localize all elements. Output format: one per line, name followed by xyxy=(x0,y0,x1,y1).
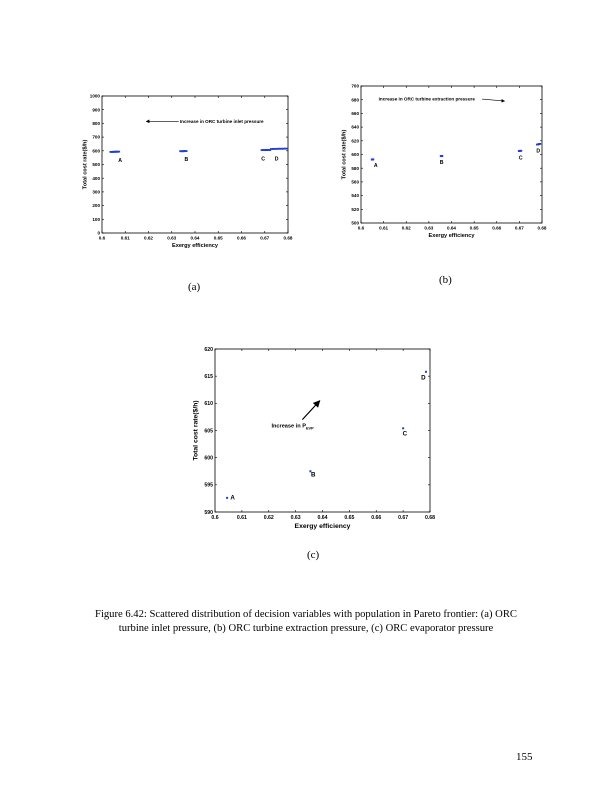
point-label-c: C xyxy=(402,430,408,438)
y-tick-label: 520 xyxy=(351,206,359,212)
annotation-text: Increase in ORC turbine extraction pressure xyxy=(378,96,475,102)
data-point-d xyxy=(284,148,288,150)
y-tick-label: 560 xyxy=(351,179,359,185)
caption-line-2: turbine inlet pressure, (b) ORC turbine extraction pressure, (c) ORC evaporator pressure xyxy=(118,622,494,634)
data-point-b xyxy=(440,155,443,157)
x-tick-label: 0.62 xyxy=(263,515,274,522)
x-tick-label: 0.63 xyxy=(167,235,177,241)
annotation-text: Increase in ORC turbine inlet pressure xyxy=(179,118,264,124)
point-label-d: D xyxy=(536,148,541,155)
chart-panel-b xyxy=(330,80,555,245)
y-tick-label: 590 xyxy=(204,509,213,516)
y-tick-label: 605 xyxy=(204,428,213,435)
y-tick-label: 640 xyxy=(351,124,359,130)
x-tick-label: 0.67 xyxy=(260,235,270,241)
y-tick-label: 660 xyxy=(351,111,359,117)
plot-frame xyxy=(215,349,430,512)
x-axis-label: Exergy efficiency xyxy=(428,233,475,240)
y-tick-label: 0 xyxy=(97,230,100,236)
y-tick-label: 300 xyxy=(92,189,100,195)
x-tick-label: 0.64 xyxy=(190,235,200,241)
x-axis-label: Exergy efficiency xyxy=(171,243,219,250)
x-tick-label: 0.62 xyxy=(144,235,153,241)
subfigure-label-b: (b) xyxy=(439,274,452,286)
y-tick-label: 600 xyxy=(204,455,213,462)
annotation-text: Increase in $P_{EVP}$ xyxy=(271,423,314,431)
y-tick-label: 615 xyxy=(204,373,213,380)
x-tick-label: 0.67 xyxy=(514,225,524,231)
x-tick-label: 0.61 xyxy=(379,225,389,231)
y-tick-label: 700 xyxy=(351,83,359,89)
caption-line-1: Figure 6.42: Scattered distribution of decision variables with population in Pareto frontier: (a) ORC xyxy=(95,609,517,620)
y-tick-label: 700 xyxy=(92,134,100,140)
x-tick-label: 0.65 xyxy=(469,225,479,231)
point-label-a: A xyxy=(373,162,378,169)
x-tick-label: 0.65 xyxy=(344,515,355,522)
x-tick-label: 0.63 xyxy=(424,225,434,231)
y-tick-label: 800 xyxy=(92,121,100,127)
y-tick-label: 620 xyxy=(204,346,213,353)
chart-panel-c xyxy=(185,340,445,538)
data-point-c xyxy=(519,150,522,152)
y-tick-label: 500 xyxy=(92,162,100,168)
x-tick-label: 0.65 xyxy=(213,235,223,241)
page-number: 155 xyxy=(516,751,533,763)
y-axis-label: Total cost rate($/h) xyxy=(192,400,200,461)
data-point-b xyxy=(184,150,188,152)
y-tick-label: 600 xyxy=(351,152,359,158)
chart-a-svg xyxy=(80,88,300,258)
annotation-subscript: EVP xyxy=(305,425,314,431)
y-axis-label: Total cost rate($/h) xyxy=(82,139,89,190)
x-tick-label: 0.61 xyxy=(236,515,247,522)
y-axis-label: Total cost rate($/h) xyxy=(341,129,348,180)
data-point-a xyxy=(371,158,374,160)
y-tick-label: 100 xyxy=(92,216,100,222)
x-axis-label: Exergy efficiency xyxy=(294,523,351,530)
point-label-a: A xyxy=(118,157,123,164)
data-point-c xyxy=(402,427,404,429)
data-point-a xyxy=(116,151,120,153)
chart-b-svg xyxy=(330,80,555,245)
chart-panel-a xyxy=(80,88,300,258)
y-tick-label: 540 xyxy=(351,193,359,199)
point-label-d: D xyxy=(274,156,279,163)
x-tick-label: 0.66 xyxy=(371,515,382,522)
subfigure-label-c: (c) xyxy=(307,549,320,561)
y-tick-label: 580 xyxy=(351,165,359,171)
y-tick-label: 595 xyxy=(204,482,213,489)
point-label-b: B xyxy=(310,471,316,479)
x-tick-label: 0.68 xyxy=(537,225,547,231)
point-label-d: D xyxy=(421,374,426,382)
point-label-c: C xyxy=(518,155,523,162)
y-tick-label: 200 xyxy=(92,203,100,209)
x-tick-label: 0.6 xyxy=(211,515,219,522)
figure-caption xyxy=(78,608,534,635)
y-tick-label: 900 xyxy=(92,107,100,113)
x-tick-label: 0.63 xyxy=(290,515,301,522)
point-label-c: C xyxy=(261,156,266,163)
x-tick-label: 0.67 xyxy=(398,515,409,522)
plot-frame xyxy=(102,96,288,233)
data-point-d xyxy=(538,143,541,145)
data-point-a xyxy=(226,497,228,499)
plot-frame xyxy=(361,86,542,223)
x-tick-label: 0.6 xyxy=(357,225,365,231)
chart-c-svg xyxy=(185,340,445,538)
x-tick-label: 0.64 xyxy=(317,515,328,522)
x-tick-label: 0.66 xyxy=(237,235,246,241)
point-label-a: A xyxy=(230,494,235,502)
point-label-b: B xyxy=(184,157,189,164)
y-tick-label: 600 xyxy=(92,148,100,154)
subfigure-label-a: (a) xyxy=(188,281,201,293)
x-tick-label: 0.66 xyxy=(492,225,502,231)
y-tick-label: 1000 xyxy=(89,93,100,99)
y-tick-label: 400 xyxy=(92,175,100,181)
x-tick-label: 0.64 xyxy=(447,225,456,231)
y-tick-label: 610 xyxy=(204,401,213,408)
y-tick-label: 620 xyxy=(351,138,359,144)
point-label-b: B xyxy=(439,160,444,167)
data-point-d xyxy=(425,371,427,373)
y-tick-label: 680 xyxy=(351,97,359,103)
x-tick-label: 0.68 xyxy=(424,515,436,522)
y-tick-label: 500 xyxy=(351,220,359,226)
x-tick-label: 0.6 xyxy=(98,235,106,241)
x-tick-label: 0.61 xyxy=(120,235,130,241)
x-tick-label: 0.68 xyxy=(283,235,293,241)
x-tick-label: 0.62 xyxy=(401,225,411,231)
